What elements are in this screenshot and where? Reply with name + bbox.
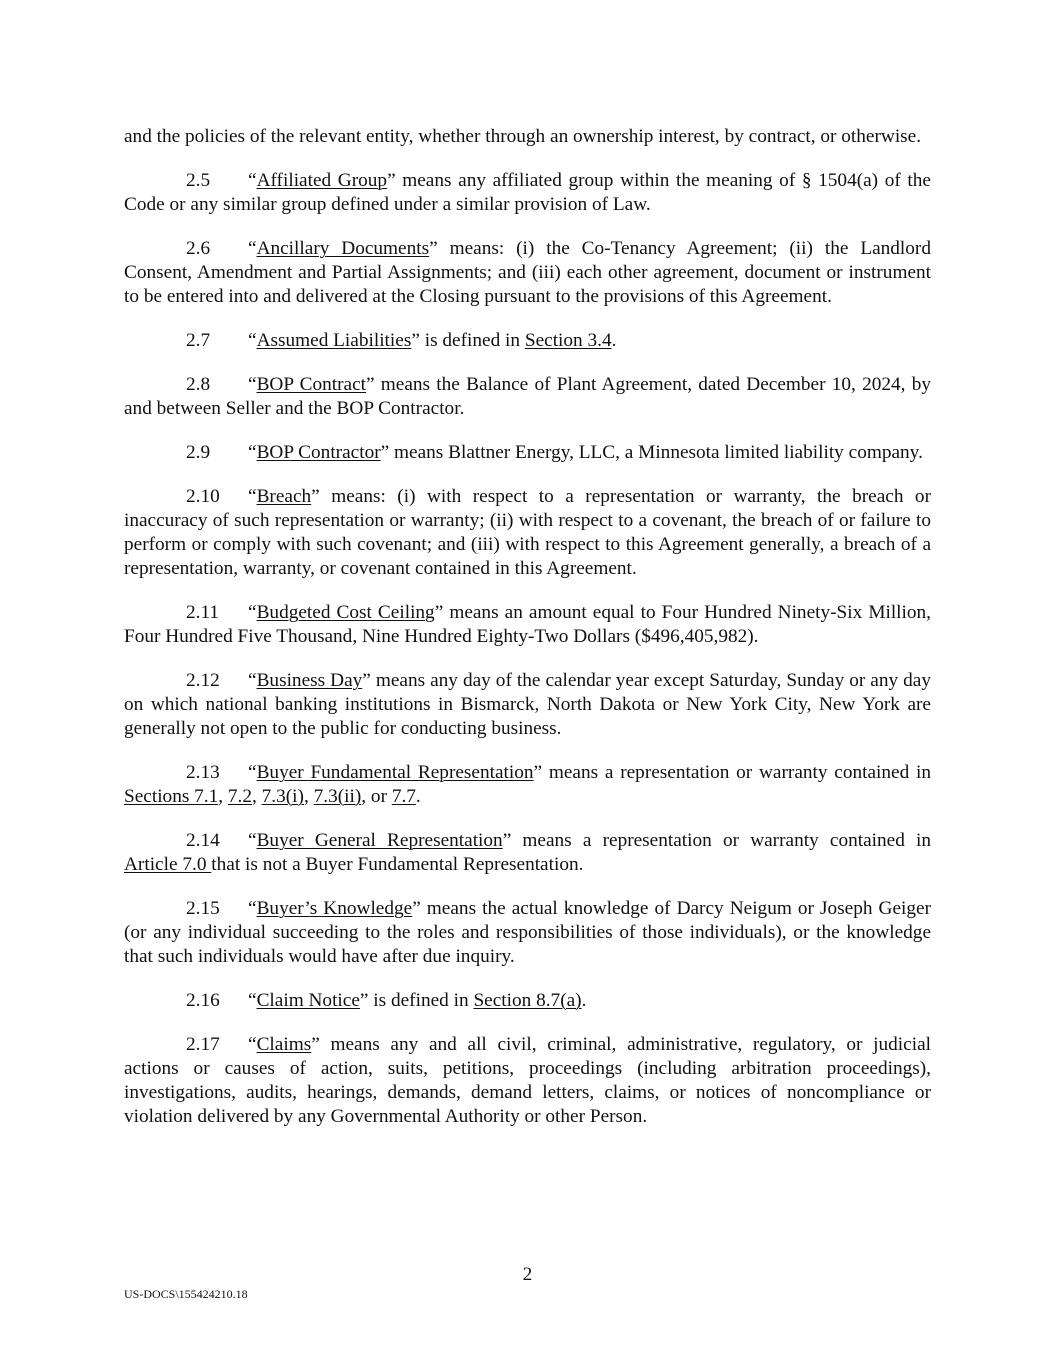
definition-number: 2.8 [186,374,211,395]
definition-2-16: 2.16 “Claim Notice” is defined in Section 8.7(a). [186,990,587,1011]
defined-term: Claims [256,1034,312,1055]
definition-number: 2.16 [186,990,220,1011]
page-number: 2 [522,1264,533,1285]
section-reference: Section 8.7(a) [473,990,582,1011]
definition-2-11: 2.11 “Budgeted Cost Ceiling” means an amount equal to Four Hundred Ninety-Six Million, Four Hundred Five Thousand, Nine Hundred Eighty-Two Dollars ($496,405,982). [124,602,931,647]
defined-term: Assumed Liabilities [256,330,412,351]
defined-term: Breach [256,486,312,507]
definition-text: ” means any affiliated group within the meaning of § 1504(a) of the Code or any similar group defined under a similar provision of Law. [124,170,931,215]
section-reference: 7.7 [391,786,416,807]
definition-text: ” means the actual knowledge of Darcy Neigum or Joseph Geiger (or any individual succeeding to the roles and responsibilities of those individuals), or the knowledge that such individuals would have after due inquiry. [124,898,931,967]
defined-term: Ancillary Documents [256,238,430,259]
definition-number: 2.7 [186,330,211,351]
definition-text: ” means a representation or warranty contained in [502,830,932,851]
section-reference: Article 7.0 [124,854,212,875]
document-body [124,125,931,1149]
definition-2-15: 2.15 “Buyer’s Knowledge” means the actual knowledge of Darcy Neigum or Joseph Geiger (or any individual succeeding to the roles and responsibilities of those individuals), or the knowledge that such individuals would have after due inquiry. [124,898,931,967]
section-reference: 7.2 [227,786,253,807]
definition-text: ” is defined in [359,990,474,1011]
definition-text: ” means an amount equal to Four Hundred Ninety-Six Million, Four Hundred Five Thousand, Nine Hundred Eighty-Two Dollars ($496,405,982). [124,602,931,647]
definition-text: ” means Blattner Energy, LLC, a Minnesota limited liability company. [380,442,923,463]
definition-number: 2.14 [186,830,220,851]
definition-number: 2.10 [186,486,220,507]
definition-number: 2.6 [186,238,211,259]
definition-2-17: 2.17 “Claims” means any and all civil, criminal, administrative, regulatory, or judicial actions or causes of action, suits, petitions, proceedings (including arbitration proceedings), investigations, audits, hearings, demands, demand letters, claims, or notices of noncompliance or violation delivered by any Governmental Authority or other Person. [124,1034,931,1127]
definition-number: 2.9 [186,442,211,463]
document-id: US-DOCS\155424210.18 [124,1287,248,1301]
section-reference: 7.3(ii) [313,786,362,807]
defined-term: Business Day [256,670,363,691]
definition-text: ” means any and all civil, criminal, administrative, regulatory, or judicial actions or causes of action, suits, petitions, proceedings (including arbitration proceedings), investigations, audits, hearings, demands, demand letters, claims, or notices of noncompliance or violation delivered by any Governmental Authority or other Person. [124,1034,931,1127]
defined-term: Affiliated Group [256,170,388,191]
defined-term: Buyer Fundamental Representation [256,762,534,783]
section-reference: Section 3.4 [524,330,612,351]
section-reference: Sections 7.1 [124,786,219,807]
definition-text: ” means a representation or warranty contained in [533,762,931,783]
section-reference: 7.3(i) [261,786,304,807]
definition-2-12: 2.12 “Business Day” means any day of the calendar year except Saturday, Sunday or any day on which national banking institutions in Bismarck, North Dakota or New York City, New York are generally not open to the public for conducting business. [124,670,931,739]
definition-text: ” means: (i) with respect to a representation or warranty, the breach or inaccuracy of such representation or warranty; (ii) with respect to a covenant, the breach of or failure to perform or comply with such covenant; and (iii) with respect to this Agreement generally, a breach of a representation, warranty, or covenant contained in this Agreement. [124,486,931,579]
definition-2-8: 2.8 “BOP Contract” means the Balance of Plant Agreement, dated December 10, 2024, by and between Seller and the BOP Contractor. [124,374,931,419]
definition-2-5: 2.5 “Affiliated Group” means any affiliated group within the meaning of § 1504(a) of the Code or any similar group defined under a similar provision of Law. [124,170,931,215]
defined-term: Claim Notice [256,990,360,1011]
defined-term: Buyer General Representation [256,830,503,851]
intro-paragraph: and the policies of the relevant entity, whether through an ownership interest, by contract, or otherwise. [124,126,922,147]
definition-number: 2.12 [186,670,220,691]
definition-text: ” means the Balance of Plant Agreement, dated December 10, 2024, by and between Seller and the BOP Contractor. [124,374,931,419]
definition-2-6: 2.6 “Ancillary Documents” means: (i) the Co-Tenancy Agreement; (ii) the Landlord Consent, Amendment and Partial Assignments; and (iii) each other agreement, document or instrument to be entered into and delivered at the Closing pursuant to the provisions of this Agreement. [124,238,931,307]
defined-term: Budgeted Cost Ceiling [256,602,435,623]
definition-2-9: 2.9 “BOP Contractor” means Blattner Energy, LLC, a Minnesota limited liability company. [186,442,923,463]
definition-number: 2.13 [186,762,220,783]
defined-term: BOP Contractor [256,442,381,463]
definition-2-14: 2.14 “Buyer General Representation” means a representation or warranty contained in Article 7.0 that is not a Buyer Fundamental Representation. [124,830,932,875]
definition-number: 2.17 [186,1034,220,1055]
definition-number: 2.15 [186,898,220,919]
definition-text: ” is defined in [411,330,525,351]
defined-term: Buyer’s Knowledge [256,898,413,919]
definition-text: ” means: (i) the Co-Tenancy Agreement; (ii) the Landlord Consent, Amendment and Partial Assignments; and (iii) each other agreement, document or instrument to be entered into and delivered at the Closing pursuant to the provisions of this Agreement. [124,238,931,307]
defined-term: BOP Contract [256,374,366,395]
definition-number: 2.5 [186,170,211,191]
definition-text: ” means any day of the calendar year except Saturday, Sunday or any day on which national banking institutions in Bismarck, North Dakota or New York City, New York are generally not open to the public for conducting business. [124,670,931,739]
definition-number: 2.11 [186,602,220,623]
definition-2-7: 2.7 “Assumed Liabilities” is defined in Section 3.4. [186,330,617,351]
definition-2-13: 2.13 “Buyer Fundamental Representation” means a representation or warranty contained in Sections 7.1, 7.2, 7.3(i), 7.3(ii), or 7.7. [124,762,931,807]
definition-2-10: 2.10 “Breach” means: (i) with respect to a representation or warranty, the breach or inaccuracy of such representation or warranty; (ii) with respect to a covenant, the breach of or failure to perform or comply with such covenant; and (iii) with respect to this Agreement generally, a breach of a representation, warranty, or covenant contained in this Agreement. [124,486,931,579]
